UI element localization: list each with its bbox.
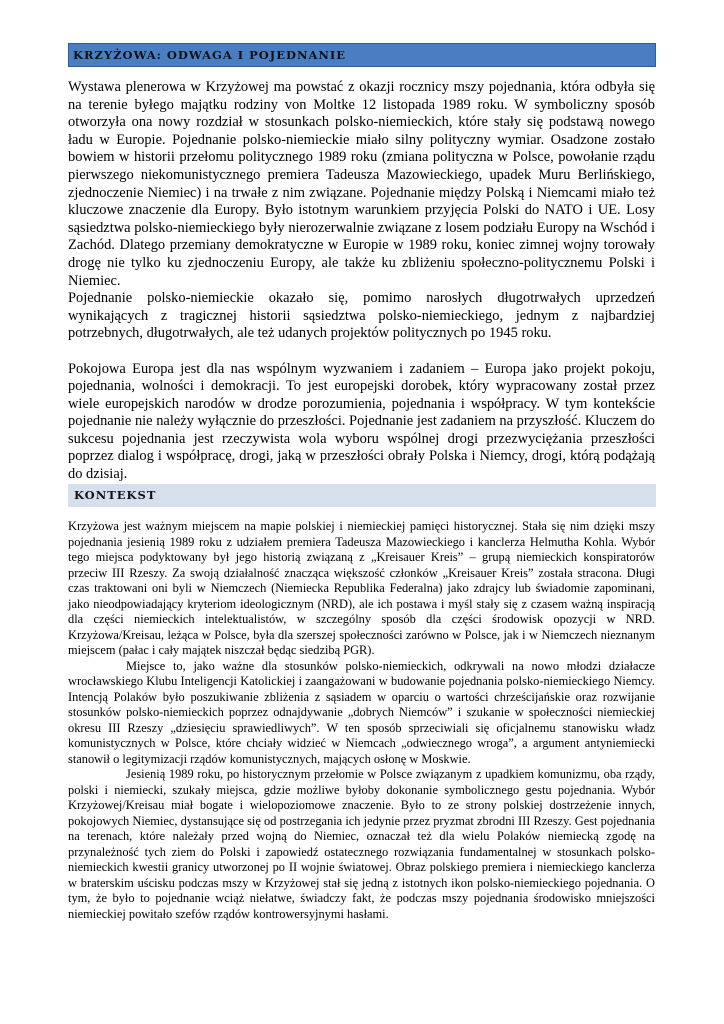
paragraph: Miejsce to, jako ważne dla stosunków polsko-niemieckich, odkrywali na nowo młodzi działacze wrocławskiego Klubu Inteligencji Katolickiej i zaangażowani w budowanie pojednania polsko-niemieckiego Niemcy. Intencją Polaków było poszukiwanie zbliżenia z sąsiadem w oparciu o wartości chrześcijańskie oraz rozwijanie stosunków polsko-niemieckich poprzez odnajdywanie „dobrych Niemców” i szukanie w społeczności niemieckiej okresu III Rzeszy „dziesięciu sprawiedliwych”. W ten sposób sprzeciwiali się oficjalnemu stanowisku władz komunistycznych w Polsce, które chciały widzieć w Niemcach „odwiecznego wroga”, a argument antyniemiecki stanowił o legitymizacji rządów komunistycznych, mających osłonę w Moskwie. — [68, 658, 655, 766]
context-text — [68, 519, 655, 922]
paragraph: Pojednanie polsko-niemieckie okazało się, pomimo narosłych długotrwałych uprzedzeń wynikających z tragicznej historii sąsiedztwa polsko-niemieckiego, jednym z najbardziej potrzebnych, długotrwałych, ale też udanych projektów politycznych po 1945 roku. — [68, 290, 655, 342]
paragraph: Pokojowa Europa jest dla nas wspólnym wyzwaniem i zadaniem – Europa jako projekt pokoju, pojednania, wolności i demokracji. To jest europejski dorobek, który wypracowany został przez wiele europejskich narodów w drodze porozumienia, pojednania i współpracy. W tym kontekście pojednanie nie należy wyłącznie do przeszłości. Pojednanie jest zadaniem na przyszłość. Kluczem do sukcesu pojednania jest rzeczywista wola wyboru wspólnej drogi przezwyciężania przeszłości poprzez dialog i współpracę, drogi, jaką w przeszłości obrały Polska i Niemcy, drogi, którą podążają do dzisiaj. — [68, 360, 655, 483]
paragraph: Krzyżowa jest ważnym miejscem na mapie polskiej i niemieckiej pamięci historycznej. Stała się nim dzięki mszy pojednania jesienią 1989 roku z udziałem premiera Tadeusza Mazowieckiego i kanclerza Helmutha Kohla. Wybór tego miejsca podyktowany był jego historią związaną z „Kreisauer Kreis” – grupą niemieckich konspiratorów przeciw III Rzeszy. Za swoją działalność znacząca większość członków „Kreisauer Kreis” została stracona. Długi czas traktowani oni byli w Niemczech (Niemiecka Republika Federalna) jako zdrajcy lub świadomie zapominani, jako nieodpowiadający kryteriom ideologicznym (NRD), ale ich postawa i myśl stały się z czasem ważną inspiracją dla części niemieckich intelektualistów, w szczególny sposób dla części środowisk opozycji w NRD. Krzyżowa/Kreisau, leżąca w Polsce, była dla szerszej społeczności zarówno w Polsce, jak i w Niemczech nieznanym miejscem (pałac i cały majątek niszczał będąc siedzibą PGR). — [68, 519, 655, 657]
intro-text — [68, 79, 655, 484]
section-heading: KONTEKST — [74, 488, 157, 502]
section-heading-bar — [68, 484, 656, 507]
paragraph: Jesienią 1989 roku, po historycznym przełomie w Polsce związanym z upadkiem komunizmu, oba rządy, polski i niemiecki, szukały miejsca, gdzie możliwe byłoby dokonanie symbolicznego gestu pojednania. Wybór Krzyżowej/Kreisau miał bogate i wielopoziomowe znaczenie. Było to ze strony polskiej dostrzeżenie innych, pokojowych Niemiec, dystansujące się od postrzegania ich jedynie przez pryzmat zbrodni III Rzeszy. Gest pojednania na terenach, które należały przed wojną do Niemiec, oznaczał też dla wielu Polaków niemiecką zgodę na przynależność tych ziem do Polski i zapowiedź ostatecznego rozwiązania fundamentalnej w stosunkach polsko-niemieckich kwestii granicy utworzonej po II wojnie światowej. Obraz polskiego premiera i niemieckiego kanclerza w braterskim uścisku podczas mszy w Krzyżowej stał się jedną z istotnych ikon polsko-niemieckiego pojednania. O tym, że było to pojednanie wciąż niełatwe, świadczy fakt, że podczas mszy pojednania środowisko mniejszości niemieckiej powitało szefów rządów kontrowersyjnymi hasłami. — [68, 767, 655, 921]
paragraph: Wystawa plenerowa w Krzyżowej ma powstać z okazji rocznicy mszy pojednania, która odbyła się na terenie byłego majątku rodziny von Moltke 12 listopada 1989 roku. W symboliczny sposób otworzyła ona nowy rozdział w stosunkach polsko-niemieckich, które stały się podstawą nowego ładu w Europie. Pojednanie polsko-niemieckie miało silny polityczny wymiar. Osadzone zostało bowiem w historii przełomu politycznego 1989 roku (zmiana polityczna w Polsce, powołanie rządu pierwszego niekomunistycznego premiera Tadeusza Mazowieckiego, upadek Muru Berlińskiego, zjednoczenie Niemiec) i na trwałe z nim związane. Pojednanie między Polską i Niemcami miało też kluczowe znaczenie dla Europy. Było istotnym warunkiem przyjęcia Polski do NATO i UE. Losy sąsiedztwa polsko-niemieckiego były nierozerwalnie związane z losem podziału Europy na Wschód i Zachód. Dlatego przemiany demokratyczne w Europie w 1989 roku, koniec zimnej wojny torowały drogę nie tylko ku zjednoczeniu Europy, ale także ku zbliżeniu społeczno-politycznemu Polski i Niemiec. — [68, 79, 655, 289]
section-heading: KRZYŻOWA: ODWAGA I POJEDNANIE — [73, 48, 347, 62]
section-heading-bar — [68, 43, 656, 67]
